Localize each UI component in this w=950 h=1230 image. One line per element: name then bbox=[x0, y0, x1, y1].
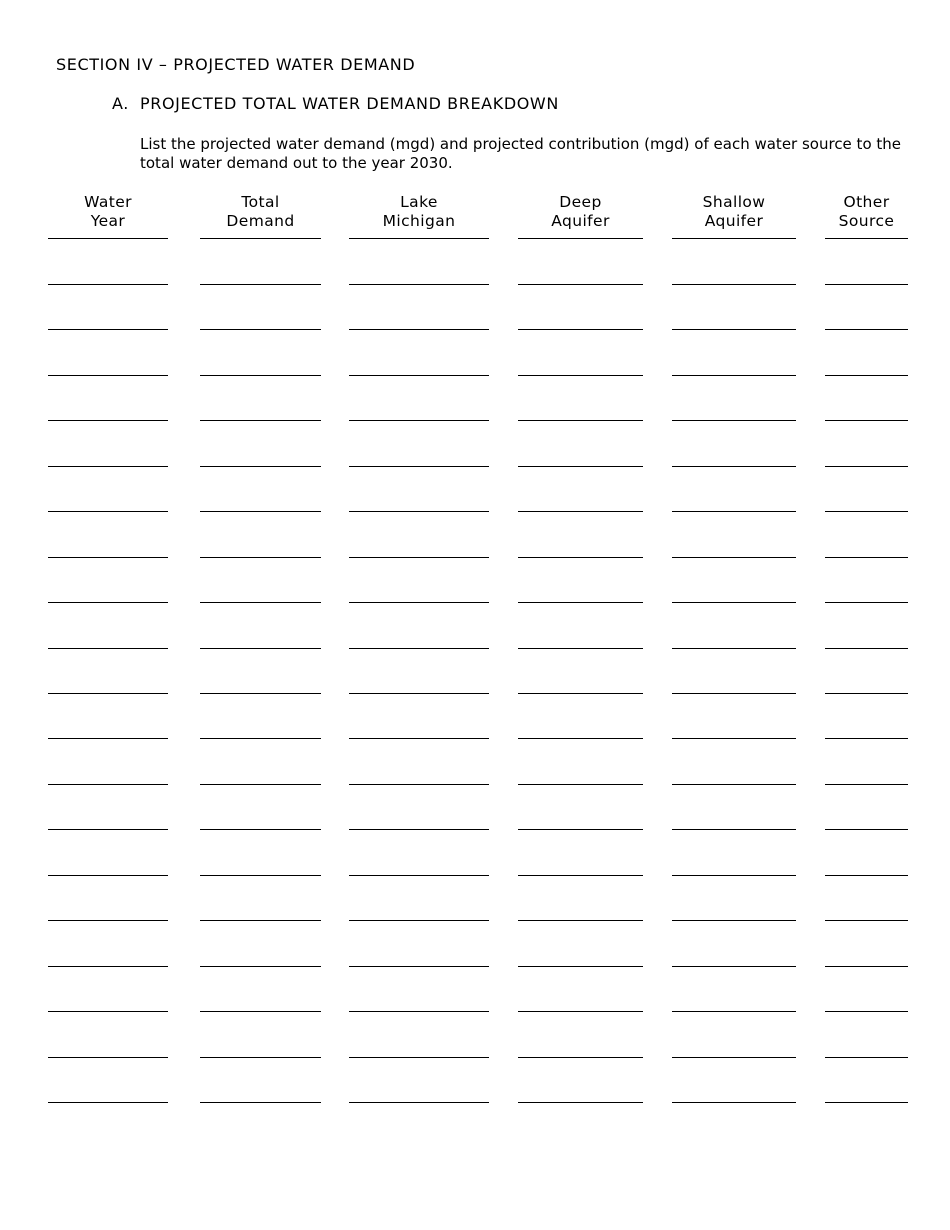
blank-entry-line[interactable] bbox=[200, 784, 321, 785]
blank-entry-line[interactable] bbox=[825, 1102, 908, 1103]
blank-entry-line[interactable] bbox=[672, 920, 796, 921]
blank-entry-line[interactable] bbox=[48, 648, 168, 649]
column-header-underline bbox=[825, 238, 908, 239]
column-header-line: Lake bbox=[400, 193, 438, 211]
blank-entry-line[interactable] bbox=[518, 966, 643, 967]
blank-entry-line[interactable] bbox=[672, 602, 796, 603]
blank-entry-line[interactable] bbox=[200, 829, 321, 830]
blank-entry-line[interactable] bbox=[349, 1011, 489, 1012]
blank-entry-line[interactable] bbox=[825, 829, 908, 830]
blank-entry-line[interactable] bbox=[672, 648, 796, 649]
blank-entry-line[interactable] bbox=[48, 602, 168, 603]
blank-entry-line[interactable] bbox=[825, 1057, 908, 1058]
blank-entry-line[interactable] bbox=[200, 1102, 321, 1103]
blank-entry-line[interactable] bbox=[48, 1057, 168, 1058]
blank-entry-line[interactable] bbox=[349, 466, 489, 467]
blank-entry-line[interactable] bbox=[349, 784, 489, 785]
blank-entry-line[interactable] bbox=[825, 1011, 908, 1012]
blank-entry-line[interactable] bbox=[672, 420, 796, 421]
blank-entry-line[interactable] bbox=[48, 375, 168, 376]
blank-entry-line[interactable] bbox=[200, 557, 321, 558]
blank-entry-line[interactable] bbox=[518, 602, 643, 603]
blank-entry-line[interactable] bbox=[672, 1057, 796, 1058]
blank-entry-line[interactable] bbox=[825, 648, 908, 649]
blank-entry-line[interactable] bbox=[672, 284, 796, 285]
blank-entry-line[interactable] bbox=[518, 920, 643, 921]
blank-entry-line[interactable] bbox=[349, 1102, 489, 1103]
column-header-line: Michigan bbox=[382, 212, 456, 230]
blank-entry-line[interactable] bbox=[48, 829, 168, 830]
blank-entry-line[interactable] bbox=[672, 966, 796, 967]
blank-entry-line[interactable] bbox=[349, 329, 489, 330]
column-header-line: Demand bbox=[226, 212, 295, 230]
blank-entry-line[interactable] bbox=[349, 829, 489, 830]
blank-entry-line[interactable] bbox=[825, 511, 908, 512]
blank-entry-line[interactable] bbox=[518, 375, 643, 376]
column-header-line: Total bbox=[241, 193, 280, 211]
blank-entry-line[interactable] bbox=[200, 693, 321, 694]
blank-entry-line[interactable] bbox=[48, 284, 168, 285]
column-header-line: Aquifer bbox=[704, 212, 764, 230]
blank-entry-line[interactable] bbox=[48, 920, 168, 921]
column-header-line: Year bbox=[90, 212, 126, 230]
blank-entry-line[interactable] bbox=[48, 784, 168, 785]
blank-entry-line[interactable] bbox=[825, 784, 908, 785]
blank-entry-line[interactable] bbox=[518, 875, 643, 876]
blank-entry-line[interactable] bbox=[48, 511, 168, 512]
blank-entry-line[interactable] bbox=[48, 557, 168, 558]
blank-entry-line[interactable] bbox=[200, 375, 321, 376]
column-header-line: Shallow bbox=[702, 193, 766, 211]
blank-entry-line[interactable] bbox=[349, 875, 489, 876]
blank-entry-line[interactable] bbox=[48, 966, 168, 967]
blank-entry-line[interactable] bbox=[518, 420, 643, 421]
blank-entry-line[interactable] bbox=[200, 738, 321, 739]
blank-entry-line[interactable] bbox=[518, 829, 643, 830]
column-header-underline bbox=[48, 238, 168, 239]
blank-entry-line[interactable] bbox=[518, 511, 643, 512]
blank-entry-line[interactable] bbox=[518, 784, 643, 785]
blank-entry-line[interactable] bbox=[349, 738, 489, 739]
blank-entry-line[interactable] bbox=[200, 648, 321, 649]
blank-entry-line[interactable] bbox=[349, 284, 489, 285]
blank-entry-line[interactable] bbox=[672, 875, 796, 876]
column-header-underline bbox=[518, 238, 643, 239]
column-header-line: Other bbox=[843, 193, 890, 211]
blank-entry-line[interactable] bbox=[349, 602, 489, 603]
blank-entry-line[interactable] bbox=[825, 375, 908, 376]
blank-entry-line[interactable] bbox=[672, 511, 796, 512]
section-title: SECTION IV – PROJECTED WATER DEMAND bbox=[56, 55, 416, 74]
blank-entry-line[interactable] bbox=[349, 375, 489, 376]
blank-entry-line[interactable] bbox=[672, 738, 796, 739]
blank-entry-line[interactable] bbox=[200, 875, 321, 876]
blank-entry-line[interactable] bbox=[200, 284, 321, 285]
blank-entry-line[interactable] bbox=[48, 1011, 168, 1012]
blank-entry-line[interactable] bbox=[672, 557, 796, 558]
blank-entry-line[interactable] bbox=[825, 875, 908, 876]
blank-entry-line[interactable] bbox=[518, 1057, 643, 1058]
blank-entry-line[interactable] bbox=[672, 329, 796, 330]
blank-entry-line[interactable] bbox=[825, 693, 908, 694]
blank-entry-line[interactable] bbox=[518, 648, 643, 649]
column-header-line: Aquifer bbox=[551, 212, 610, 230]
subsection-title: PROJECTED TOTAL WATER DEMAND BREAKDOWN bbox=[140, 94, 559, 113]
blank-entry-line[interactable] bbox=[518, 329, 643, 330]
blank-entry-line[interactable] bbox=[672, 375, 796, 376]
blank-entry-line[interactable] bbox=[200, 920, 321, 921]
blank-entry-line[interactable] bbox=[825, 284, 908, 285]
blank-entry-line[interactable] bbox=[200, 1057, 321, 1058]
blank-entry-line[interactable] bbox=[825, 420, 908, 421]
blank-entry-line[interactable] bbox=[48, 420, 168, 421]
blank-entry-line[interactable] bbox=[349, 420, 489, 421]
blank-entry-line[interactable] bbox=[672, 693, 796, 694]
blank-entry-line[interactable] bbox=[349, 511, 489, 512]
blank-entry-line[interactable] bbox=[672, 466, 796, 467]
column-header-underline bbox=[672, 238, 796, 239]
subsection-letter: A. bbox=[112, 94, 129, 113]
blank-entry-line[interactable] bbox=[200, 1011, 321, 1012]
blank-entry-line[interactable] bbox=[48, 1102, 168, 1103]
blank-entry-line[interactable] bbox=[48, 738, 168, 739]
blank-entry-line[interactable] bbox=[825, 602, 908, 603]
blank-entry-line[interactable] bbox=[672, 829, 796, 830]
blank-entry-line[interactable] bbox=[825, 329, 908, 330]
blank-entry-line[interactable] bbox=[48, 875, 168, 876]
column-header-line: Deep bbox=[559, 193, 602, 211]
blank-entry-line[interactable] bbox=[518, 466, 643, 467]
blank-entry-line[interactable] bbox=[825, 966, 908, 967]
blank-entry-line[interactable] bbox=[349, 966, 489, 967]
blank-entry-line[interactable] bbox=[349, 693, 489, 694]
blank-entry-line[interactable] bbox=[518, 557, 643, 558]
blank-entry-line[interactable] bbox=[825, 557, 908, 558]
blank-entry-line[interactable] bbox=[825, 920, 908, 921]
blank-entry-line[interactable] bbox=[518, 1102, 643, 1103]
blank-entry-line[interactable] bbox=[200, 511, 321, 512]
blank-entry-line[interactable] bbox=[349, 557, 489, 558]
column-header-line: Source bbox=[838, 212, 895, 230]
blank-entry-line[interactable] bbox=[48, 329, 168, 330]
blank-entry-line[interactable] bbox=[518, 284, 643, 285]
blank-entry-line[interactable] bbox=[518, 693, 643, 694]
column-header-underline bbox=[200, 238, 321, 239]
column-header-line: Water bbox=[84, 193, 132, 211]
blank-entry-line[interactable] bbox=[672, 1011, 796, 1012]
blank-entry-line[interactable] bbox=[200, 602, 321, 603]
blank-entry-line[interactable] bbox=[825, 738, 908, 739]
blank-entry-line[interactable] bbox=[518, 738, 643, 739]
blank-entry-line[interactable] bbox=[48, 466, 168, 467]
blank-entry-line[interactable] bbox=[200, 466, 321, 467]
blank-entry-line[interactable] bbox=[200, 966, 321, 967]
blank-entry-line[interactable] bbox=[518, 1011, 643, 1012]
blank-entry-line[interactable] bbox=[200, 329, 321, 330]
column-header-underline bbox=[349, 238, 489, 239]
blank-entry-line[interactable] bbox=[672, 1102, 796, 1103]
blank-entry-line[interactable] bbox=[349, 648, 489, 649]
blank-entry-line[interactable] bbox=[200, 420, 321, 421]
blank-entry-line[interactable] bbox=[48, 693, 168, 694]
blank-entry-line[interactable] bbox=[672, 784, 796, 785]
instructions-text: List the projected water demand (mgd) and projected contribution (mgd) of each water source to the total water demand out to the year 2030. bbox=[140, 135, 902, 172]
blank-entry-line[interactable] bbox=[825, 466, 908, 467]
blank-entry-line[interactable] bbox=[349, 1057, 489, 1058]
blank-entry-line[interactable] bbox=[349, 920, 489, 921]
